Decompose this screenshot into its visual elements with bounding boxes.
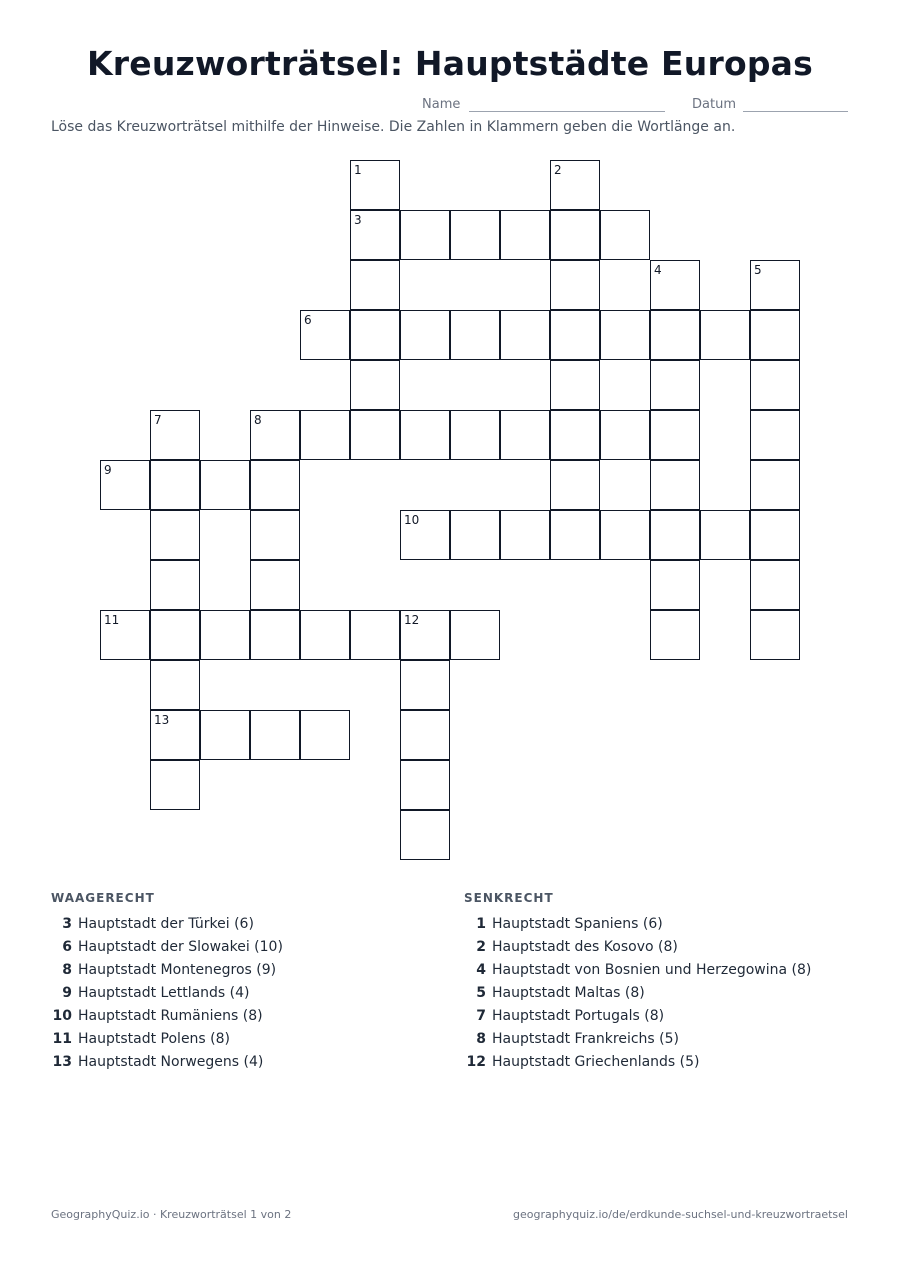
grid-cell[interactable] <box>600 210 650 260</box>
clue-item-text: Hauptstadt Polens (8) <box>78 1031 231 1047</box>
grid-cell[interactable] <box>450 210 500 260</box>
clue-item-text: Hauptstadt Griechenlands (5) <box>492 1054 700 1070</box>
across-heading: WAAGERECHT <box>51 891 155 905</box>
grid-cell[interactable] <box>750 610 800 660</box>
grid-cell[interactable] <box>600 510 650 560</box>
grid-cell[interactable] <box>550 460 600 510</box>
grid-cell[interactable] <box>250 510 300 560</box>
grid-cell[interactable] <box>550 410 600 460</box>
clue-item-number: 8 <box>62 962 72 978</box>
footer-left: GeographyQuiz.io · Kreuzworträtsel 1 von 2 <box>51 1208 292 1221</box>
grid-cell[interactable] <box>400 210 450 260</box>
clue-item-number: 3 <box>62 916 72 932</box>
grid-cell[interactable] <box>150 760 200 810</box>
grid-cell[interactable] <box>750 260 800 310</box>
clue-item <box>464 916 663 932</box>
grid-cell[interactable] <box>350 610 400 660</box>
grid-cell[interactable] <box>400 410 450 460</box>
grid-cell[interactable] <box>500 310 550 360</box>
clue-item <box>464 1054 700 1070</box>
grid-cell[interactable] <box>400 610 450 660</box>
clue-item <box>50 1008 263 1024</box>
grid-cell[interactable] <box>500 510 550 560</box>
clue-number: 2 <box>554 163 562 177</box>
clue-item-text: Hauptstadt der Türkei (6) <box>78 916 254 932</box>
grid-cell[interactable] <box>450 610 500 660</box>
grid-cell[interactable] <box>250 560 300 610</box>
grid-cell[interactable] <box>300 710 350 760</box>
clue-number: 8 <box>254 413 262 427</box>
clue-item-number: 2 <box>476 939 486 955</box>
clue-item-number: 9 <box>62 985 72 1001</box>
clue-number: 12 <box>404 613 420 627</box>
grid-cell[interactable] <box>650 360 700 410</box>
clue-item <box>464 1031 679 1047</box>
grid-cell[interactable] <box>400 660 450 710</box>
grid-cell[interactable] <box>400 760 450 810</box>
clue-number: 10 <box>404 513 420 527</box>
grid-cell[interactable] <box>250 410 300 460</box>
clue-item <box>464 1008 664 1024</box>
clue-item <box>464 985 645 1001</box>
grid-cell[interactable] <box>750 360 800 410</box>
grid-cell[interactable] <box>350 210 400 260</box>
clue-item-text: Hauptstadt Portugals (8) <box>492 1008 665 1024</box>
clue-item <box>464 962 811 978</box>
clue-item <box>50 985 250 1001</box>
clue-number: 9 <box>104 463 112 477</box>
grid-cell[interactable] <box>550 160 600 210</box>
grid-cell[interactable] <box>700 310 750 360</box>
clue-item-number: 11 <box>52 1031 72 1047</box>
grid-cell[interactable] <box>750 510 800 560</box>
down-heading: SENKRECHT <box>464 891 554 905</box>
grid-cell[interactable] <box>500 210 550 260</box>
grid-cell[interactable] <box>450 510 500 560</box>
clue-item <box>50 1031 230 1047</box>
clue-item-text: Hauptstadt Lettlands (4) <box>78 985 250 1001</box>
clue-item-number: 1 <box>476 916 486 932</box>
grid-cell[interactable] <box>650 560 700 610</box>
grid-cell[interactable] <box>550 510 600 560</box>
clue-number: 4 <box>654 263 662 277</box>
grid-cell[interactable] <box>300 610 350 660</box>
grid-cell[interactable] <box>150 410 200 460</box>
clue-item-number: 7 <box>476 1008 486 1024</box>
clue-item-number: 5 <box>476 985 486 1001</box>
clue-item-text: Hauptstadt Frankreichs (5) <box>492 1031 679 1047</box>
grid-cell[interactable] <box>150 660 200 710</box>
grid-cell[interactable] <box>200 710 250 760</box>
grid-cell[interactable] <box>150 710 200 760</box>
footer-right: geographyquiz.io/de/erdkunde-suchsel-und-kreuzwortraetsel <box>513 1208 848 1221</box>
grid-cell[interactable] <box>100 460 150 510</box>
clue-item <box>50 916 254 932</box>
grid-cell[interactable] <box>600 310 650 360</box>
clue-item-text: Hauptstadt Rumäniens (8) <box>78 1008 263 1024</box>
grid-cell[interactable] <box>650 460 700 510</box>
grid-cell[interactable] <box>100 610 150 660</box>
grid-cell[interactable] <box>350 410 400 460</box>
clue-item-text: Hauptstadt von Bosnien und Herzegowina (8) <box>492 962 812 978</box>
grid-cell[interactable] <box>250 460 300 510</box>
clue-number: 6 <box>304 313 312 327</box>
clue-number: 7 <box>154 413 162 427</box>
grid-cell[interactable] <box>500 410 550 460</box>
date-label: Datum <box>692 97 736 112</box>
clue-number: 3 <box>354 213 362 227</box>
grid-cell[interactable] <box>750 560 800 610</box>
grid-cell[interactable] <box>650 510 700 560</box>
grid-cell[interactable] <box>250 610 300 660</box>
grid-cell[interactable] <box>250 710 300 760</box>
clue-item <box>50 1054 263 1070</box>
name-label: Name <box>422 97 461 112</box>
grid-cell[interactable] <box>550 260 600 310</box>
clue-item-text: Hauptstadt Montenegros (9) <box>78 962 277 978</box>
clue-item-number: 12 <box>466 1054 486 1070</box>
grid-cell[interactable] <box>200 460 250 510</box>
clue-number: 11 <box>104 613 120 627</box>
clue-number: 13 <box>154 713 170 727</box>
grid-cell[interactable] <box>550 210 600 260</box>
clue-item <box>50 962 276 978</box>
clue-item-text: Hauptstadt der Slowakei (10) <box>78 939 283 955</box>
grid-cell[interactable] <box>400 710 450 760</box>
clue-item <box>464 939 678 955</box>
grid-cell[interactable] <box>350 360 400 410</box>
grid-cell[interactable] <box>300 410 350 460</box>
grid-cell[interactable] <box>150 610 200 660</box>
grid-cell[interactable] <box>150 510 200 560</box>
clue-item-text: Hauptstadt Spaniens (6) <box>492 916 663 932</box>
grid-cell[interactable] <box>650 410 700 460</box>
grid-cell[interactable] <box>450 410 500 460</box>
grid-cell[interactable] <box>350 260 400 310</box>
page-title: Kreuzworträtsel: Hauptstädte Europas <box>87 44 813 83</box>
grid-cell[interactable] <box>150 460 200 510</box>
grid-cell[interactable] <box>650 610 700 660</box>
clue-item-number: 4 <box>476 962 486 978</box>
instructions: Löse das Kreuzworträtsel mithilfe der Hinweise. Die Zahlen in Klammern geben die Wortlänge an. <box>51 119 736 135</box>
grid-cell[interactable] <box>150 560 200 610</box>
clue-item-number: 6 <box>62 939 72 955</box>
grid-cell[interactable] <box>650 260 700 310</box>
grid-cell[interactable] <box>400 310 450 360</box>
grid-cell[interactable] <box>750 410 800 460</box>
grid-cell[interactable] <box>600 410 650 460</box>
grid-cell[interactable] <box>300 310 350 360</box>
clue-item-number: 8 <box>476 1031 486 1047</box>
grid-cell[interactable] <box>350 310 400 360</box>
clue-item-text: Hauptstadt Maltas (8) <box>492 985 645 1001</box>
grid-cell[interactable] <box>700 510 750 560</box>
clue-item-text: Hauptstadt Norwegens (4) <box>78 1054 264 1070</box>
clue-item <box>50 939 283 955</box>
grid-cell[interactable] <box>350 160 400 210</box>
grid-cell[interactable] <box>750 460 800 510</box>
grid-cell[interactable] <box>550 360 600 410</box>
grid-cell[interactable] <box>450 310 500 360</box>
clue-number: 5 <box>754 263 762 277</box>
grid-cell[interactable] <box>650 310 700 360</box>
grid-cell[interactable] <box>550 310 600 360</box>
grid-cell[interactable] <box>750 310 800 360</box>
clue-item-number: 13 <box>52 1054 72 1070</box>
grid-cell[interactable] <box>400 510 450 560</box>
grid-cell[interactable] <box>200 610 250 660</box>
clue-item-number: 10 <box>52 1008 72 1024</box>
clue-item-text: Hauptstadt des Kosovo (8) <box>492 939 678 955</box>
clue-number: 1 <box>354 163 362 177</box>
grid-cell[interactable] <box>400 810 450 860</box>
